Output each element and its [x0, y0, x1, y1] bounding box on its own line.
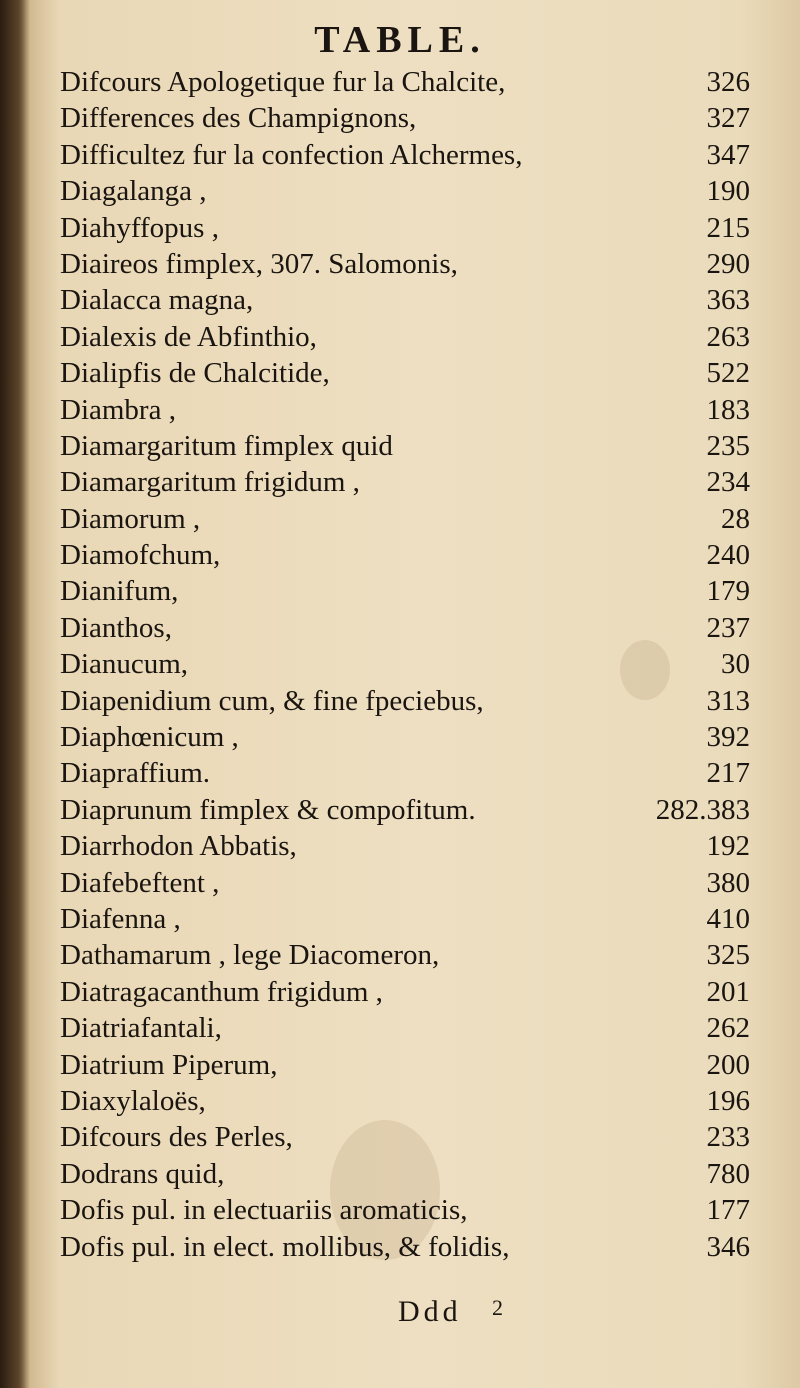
index-entry	[40, 1119, 750, 1155]
index-entry	[40, 573, 750, 609]
entry-page-number: 177	[706, 1194, 750, 1227]
entry-page-number: 327	[706, 102, 750, 135]
entry-page-number: 263	[706, 320, 750, 353]
entry-page-number: 233	[706, 1121, 750, 1154]
index-entry	[40, 464, 750, 500]
entry-term: Diatriafantali,	[60, 1012, 222, 1045]
entry-page-number: 392	[706, 721, 750, 754]
index-entry	[40, 537, 750, 573]
entry-page-number: 240	[706, 539, 750, 572]
entry-term: Diaprunum fimplex & compofitum.	[60, 793, 476, 826]
entry-term: Diafenna ,	[60, 902, 181, 935]
entry-page-number: 183	[706, 393, 750, 426]
entry-page-number: 410	[706, 902, 750, 935]
index-entry	[40, 319, 750, 355]
index-entry	[40, 282, 750, 318]
index-entry	[40, 937, 750, 973]
entry-page-number: 325	[706, 939, 750, 972]
entry-term: Diarrhodon Abbatis,	[60, 830, 297, 863]
entry-term: Diagalanga ,	[60, 175, 207, 208]
index-entry	[40, 210, 750, 246]
entry-page-number: 217	[706, 757, 750, 790]
entry-term: Diaxylaloës,	[60, 1084, 206, 1117]
index-entry	[40, 901, 750, 937]
entry-term: Dathamarum , lege Diacomeron,	[60, 939, 440, 972]
entry-term: Dianifum,	[60, 575, 179, 608]
entry-page-number: 190	[706, 175, 750, 208]
entry-term: Dodrans quid,	[60, 1157, 225, 1190]
index-entry	[40, 1192, 750, 1228]
index-entry	[40, 828, 750, 864]
entry-term: Diafebeftent ,	[60, 866, 220, 899]
entry-page-number: 282.383	[655, 793, 750, 826]
entry-term: Dialacca magna,	[60, 284, 254, 317]
entry-page-number: 290	[706, 247, 750, 280]
entry-term: Dianthos,	[60, 611, 172, 644]
index-entry	[40, 173, 750, 209]
index-entry	[40, 1010, 750, 1046]
entry-term: Differences des Champignons,	[60, 102, 417, 135]
entry-page-number: 363	[706, 284, 750, 317]
catchword: 2	[492, 1295, 503, 1320]
entry-term: Difficultez fur la confection Alchermes,	[60, 138, 523, 171]
entry-term: Diambra ,	[60, 393, 176, 426]
index-entry	[40, 974, 750, 1010]
index-entry	[40, 1047, 750, 1083]
entry-term: Dialexis de Abfinthio,	[60, 320, 317, 353]
index-entry	[40, 246, 750, 282]
index-entry	[40, 137, 750, 173]
entry-term: Diatrium Piperum,	[60, 1048, 278, 1081]
index-entry	[40, 865, 750, 901]
entry-term: Diaireos fimplex, 307. Salomonis,	[60, 247, 458, 280]
entry-page-number: 780	[706, 1157, 750, 1190]
binding-spine	[0, 0, 30, 1388]
entry-term: Diamorum ,	[60, 502, 201, 535]
entry-page-number: 201	[706, 975, 750, 1008]
entry-page-number: 192	[706, 830, 750, 863]
index-entry	[40, 683, 750, 719]
index-entry	[40, 355, 750, 391]
entry-term: Dofis pul. in electuariis aromaticis,	[60, 1194, 468, 1227]
entry-page-number: 313	[706, 684, 750, 717]
entry-page-number: 522	[706, 357, 750, 390]
entry-page-number: 237	[706, 611, 750, 644]
entry-term: Difcours Apologetique fur la Chalcite,	[60, 66, 506, 98]
index-entry	[40, 100, 750, 136]
entry-page-number: 196	[706, 1084, 750, 1117]
entry-page-number: 235	[706, 429, 750, 462]
entry-term: Diamargaritum fimplex quid	[60, 429, 393, 462]
entry-term: Dianucum,	[60, 648, 189, 681]
entry-page-number: 380	[706, 866, 750, 899]
entry-page-number: 346	[706, 1230, 750, 1263]
index-entry	[40, 428, 750, 464]
entry-term: Diahyffopus ,	[60, 211, 219, 244]
entry-term: Diaphœnicum ,	[60, 721, 239, 754]
index-entry	[40, 1083, 750, 1119]
index-entry	[40, 501, 750, 537]
index-entry	[40, 1156, 750, 1192]
entry-page-number: 347	[706, 138, 750, 171]
entry-term: Diamargaritum frigidum ,	[60, 466, 360, 499]
index-entry	[40, 719, 750, 755]
index-entry	[40, 392, 750, 428]
entry-page-number: 326	[706, 66, 750, 98]
index-entry	[40, 1229, 750, 1265]
entry-page-number: 215	[706, 211, 750, 244]
entry-term: Dofis pul. in elect. mollibus, & folidis,	[60, 1230, 510, 1263]
index-entry	[40, 610, 750, 646]
signature-mark: Ddd	[398, 1295, 462, 1328]
index-entry	[40, 792, 750, 828]
entry-term: Diatragacanthum frigidum ,	[60, 975, 383, 1008]
entry-term: Diapenidium cum, & fine fpeciebus,	[60, 684, 484, 717]
entry-page-number: 179	[706, 575, 750, 608]
entry-term: Difcours des Perles,	[60, 1121, 293, 1154]
entry-term: Dialipfis de Chalcitide,	[60, 357, 330, 390]
index-entry	[40, 64, 750, 100]
entry-term: Diamofchum,	[60, 539, 221, 572]
entry-page-number: 234	[706, 466, 750, 499]
index-entry	[40, 755, 750, 791]
entry-term: Diapraffium.	[60, 757, 211, 790]
index-entry	[40, 646, 750, 682]
entry-page-number: 200	[706, 1048, 750, 1081]
index-list	[40, 64, 750, 1265]
entry-page-number: 28	[721, 502, 750, 535]
entry-page-number: 262	[706, 1012, 750, 1045]
page-title: TABLE.	[314, 19, 486, 61]
entry-page-number: 30	[721, 648, 750, 681]
